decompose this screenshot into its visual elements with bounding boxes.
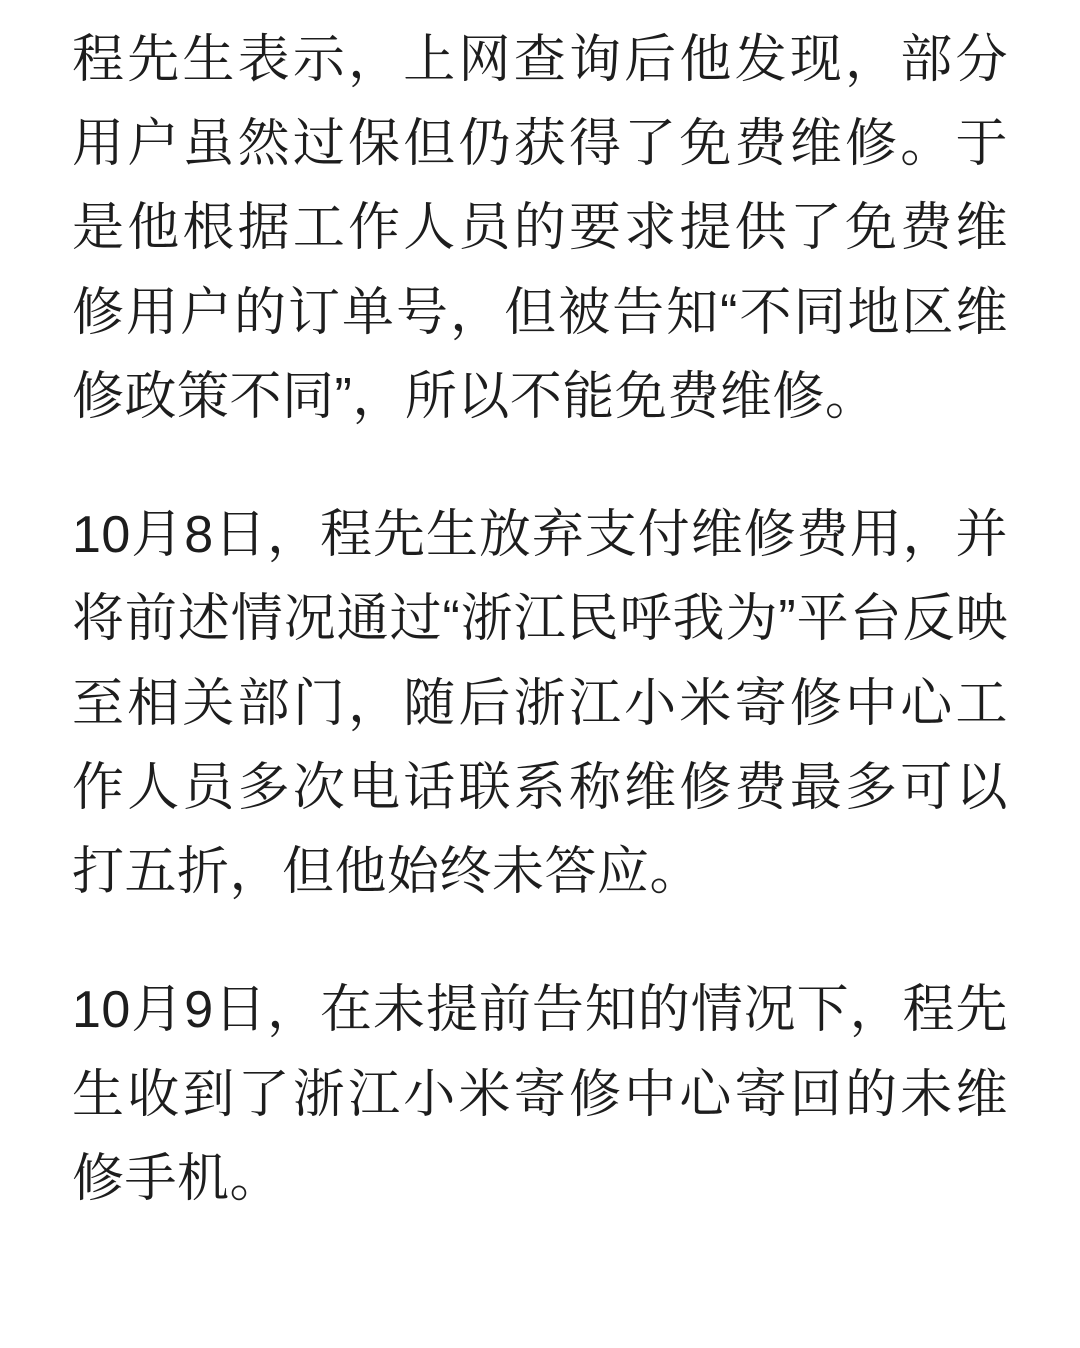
- article-paragraph-1: 程先生表示，上网查询后他发现，部分用户虽然过保但仍获得了免费维修。于是他根据工作人员的要求提供了免费维修用户的订单号，但被告知“不同地区维修政策不同”，所以不能免费维修。: [72, 31, 1008, 426]
- article-paragraph-3: 10月9日，在未提前告知的情况下，程先生收到了浙江小米寄修中心寄回的未维修手机。: [72, 981, 1008, 1208]
- article-paragraph-2: 10月8日，程先生放弃支付维修费用，并将前述情况通过“浙江民呼我为”平台反映至相关部门，随后浙江小米寄修中心工作人员多次电话联系称维修费最多可以打五折，但他始终未答应。: [72, 506, 1008, 902]
